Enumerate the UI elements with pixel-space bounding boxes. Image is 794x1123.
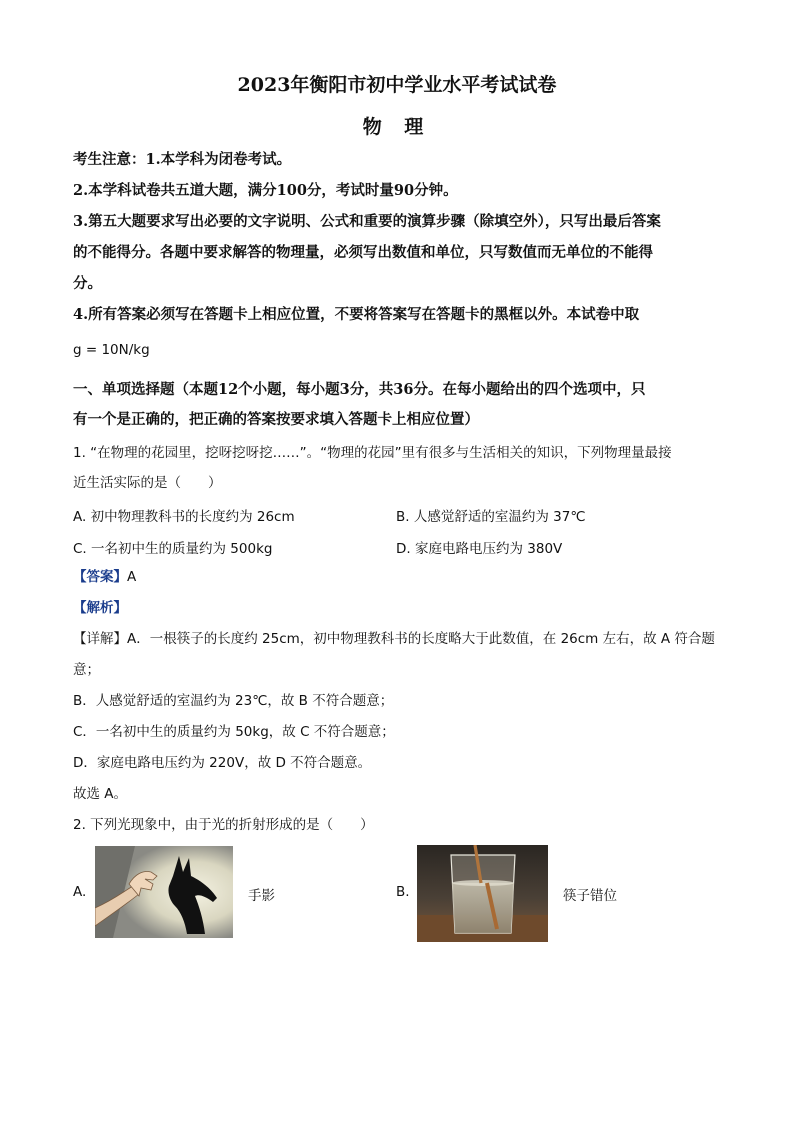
question-1-stem: 近生活实际的是（ ） (73, 475, 222, 491)
detail-line: 【详解】A．一根筷子的长度约 25cm，初中物理教科书的长度略大于此数值，在 26cm 左右，故 A 符合题 (73, 631, 715, 647)
hand-shadow-image (95, 846, 233, 938)
chopstick-in-glass-illustration (417, 845, 548, 942)
option-a: A. 初中物理教科书的长度约为 26cm (73, 509, 295, 525)
answer-row (73, 567, 725, 587)
note-line: 2.本学科试卷共五道大题，满分100分，考试时量90分钟。 (73, 182, 458, 199)
detail-line: 故选 A。 (73, 786, 128, 802)
section-heading: 有一个是正确的，把正确的答案按要求填入答题卡上相应位置） (73, 411, 479, 428)
option-d: D. 家庭电路电压约为 380V (396, 541, 563, 557)
option-b-letter: B. (396, 884, 410, 900)
detail-line: D．家庭电路电压约为 220V，故 D 不符合题意。 (73, 755, 372, 771)
note-line: 考生注意：1.本学科为闭卷考试。 (73, 151, 292, 168)
option-a-letter: A. (73, 884, 87, 900)
option-a-text: 手影 (248, 888, 275, 904)
hand-shadow-illustration (95, 846, 233, 938)
detail-line: 意； (73, 662, 100, 678)
analysis-label: 【解析】 (73, 600, 127, 616)
question-2-stem: 2. 下列光现象中，由于光的折射形成的是（ ） (73, 817, 374, 833)
note-line: 分。 (73, 275, 102, 292)
option-c: C. 一名初中生的质量约为 500kg (73, 541, 273, 557)
note-line: 3.第五大题要求写出必要的文字说明、公式和重要的演算步骤（除填空外），只写出最后答案 (73, 213, 661, 230)
answer-value: A (127, 569, 137, 585)
answer-label: 【答案】 (73, 569, 127, 585)
section-heading: 一、单项选择题（本题12个小题，每小题3分，共36分。在每小题给出的四个选项中，只 (73, 381, 646, 398)
note-line: 4.所有答案必须写在答题卡上相应位置，不要将答案写在答题卡的黑框以外。本试卷中取 (73, 306, 640, 323)
exam-title: 2023年衡阳市初中学业水平考试试卷 (237, 74, 557, 96)
detail-line: B．人感觉舒适的室温约为 23℃，故 B 不符合题意； (73, 693, 394, 709)
detail-line: C．一名初中生的质量约为 50kg，故 C 不符合题意； (73, 724, 395, 740)
question-1-stem: 1. “在物理的花园里，挖呀挖呀挖……”。“物理的花园”里有很多与生活相关的知识，下列物理量最接 (73, 445, 672, 461)
option-b-text: 筷子错位 (563, 888, 617, 904)
option-b: B. 人感觉舒适的室温约为 37℃ (396, 509, 586, 525)
formula-g: g = 10N/kg (73, 342, 150, 358)
note-line: 的不能得分。各题中要求解答的物理量，必须写出数值和单位，只写数值而无单位的不能得 (73, 244, 653, 261)
subject-title: 物 理 (362, 116, 432, 138)
chopstick-glass-image (417, 845, 548, 942)
